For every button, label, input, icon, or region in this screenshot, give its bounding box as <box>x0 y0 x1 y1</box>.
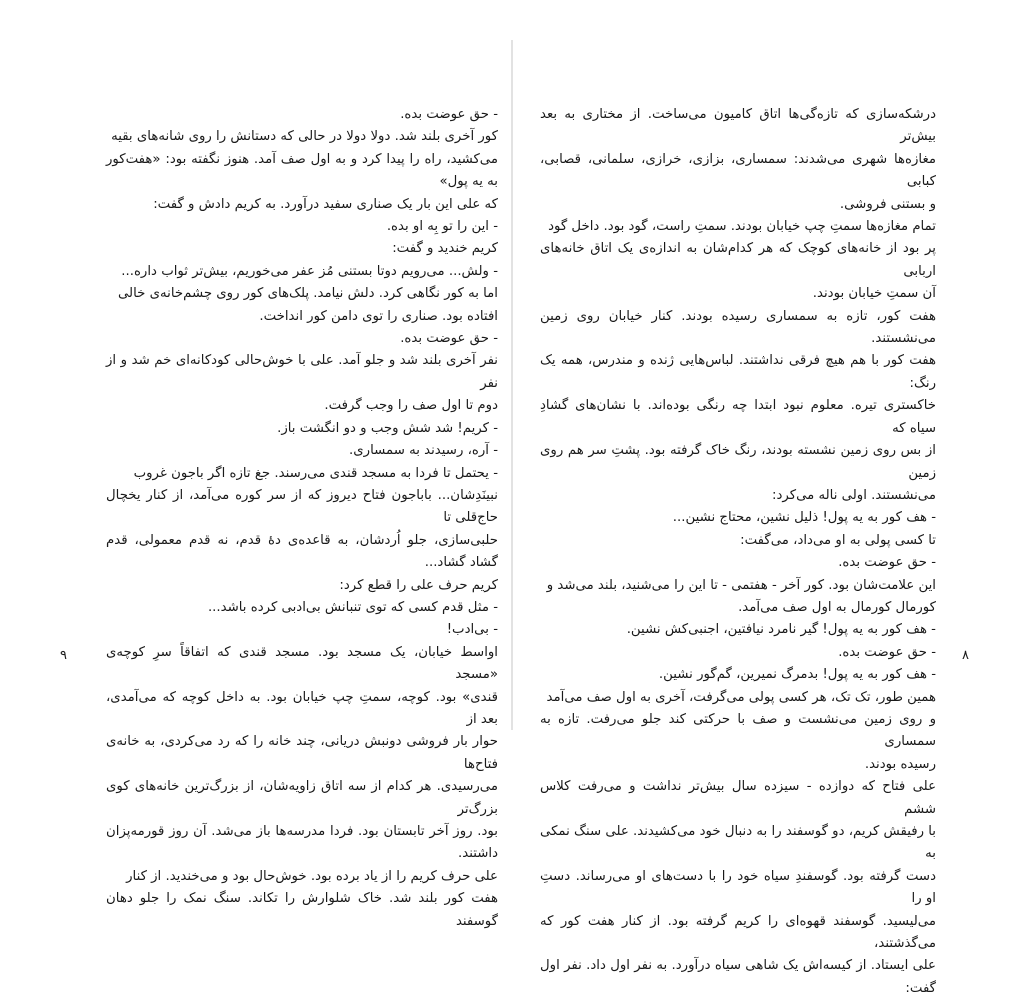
text-line: اواسط خیابان، یک مسجد بود. مسجد قندی که اتفاقاً سرِ کوچه‌ی «مسجد <box>106 644 498 683</box>
text-line: افتاده بود. صناری را توی دامن کور انداخت. <box>259 308 498 324</box>
text-line: - حق عوضت بده. <box>400 107 498 122</box>
text-line: - این را تو بِه او بده. <box>386 219 498 235</box>
text-line: حلبی‌سازی، جلو اُردشان، به قاعده‌ی دهٔ قدم، نه قدم معمولی، قدم گشاد گشاد... <box>106 532 498 571</box>
text-line: خاکستری تیره. معلوم نبود ابتدا چه رنگی بوده‌اند. با نشان‌های گشادِ سیاه که <box>540 398 936 436</box>
text-line: می‌کشید، راه را پیدا کرد و به اول صف آمد. هنوز نگفته بود: «هفت‌کور به یه پول» <box>106 151 498 190</box>
left-page-number: ۹ <box>60 648 67 663</box>
text-line: قندی» بود. کوچه، سمتِ چپ خیابان بود. به داخل کوچه که می‌آمدی، بعد از <box>106 689 498 727</box>
text-line: همین طور، تک تک، هر کسی پولی می‌گرفت، آخری به اول صف می‌آمد <box>546 689 936 705</box>
text-line: دوم تا اول صف را وجب گرفت. <box>324 398 498 414</box>
text-line: درشکه‌سازی که تازه‌گی‌ها اتاق کامیون می‌ساخت. از مختاری به بعد بیش‌تر <box>540 107 936 145</box>
text-line: علی ایستاد. از کیسه‌اش یک شاهی سیاه درآورد. به نفر اول داد. نفر اول گفت: <box>540 958 936 996</box>
text-line: تا کسی پولی به او می‌داد، می‌گفت: <box>740 532 936 548</box>
text-line: و بستنی فروشی. <box>839 196 936 212</box>
text-line: - ولش... می‌رویم دوتا بستنی مُز عفر می‌خوریم، بیش‌تر ثواب داره... <box>121 263 498 279</box>
text-line: کریم حرف علی را قطع کرد: <box>339 577 498 593</box>
text-line: مغازه‌ها شهری می‌شدند: سمساری، بزازی، خرازی، سلمانی، قصابی، کبابی <box>540 151 936 190</box>
text-line: دست گرفته بود. گوسفندِ سیاه خود را با دست‌های او می‌رساند. دستِ او را <box>540 868 936 907</box>
book-gutter <box>511 40 513 730</box>
text-line: با رفیقش کریم، دو گوسفند را به دنبال خود می‌کشیدند. علی سنگ نمکی به <box>540 824 936 862</box>
left-page-text <box>106 104 498 933</box>
text-line: علی حرف کریم را از یاد برده بود. خوش‌حال بود و می‌خندید. از کنار <box>126 868 498 884</box>
text-line: از بس روی زمین نشسته بودند، رنگ خاک گرفته بود. پشتِ سر هم روی زمین <box>540 443 936 481</box>
text-line: - آره، رسیدند به سمساری. <box>349 443 498 459</box>
text-line: رسیده بودند. <box>864 756 936 772</box>
text-line: - هف کور به یه پول! بدمرگ نمیرین، گم‌گور نشین. <box>658 667 936 683</box>
text-line: کور آخری بلند شد. دولا دولا در حالی که دستانش را روی شانه‌های بقیه <box>111 129 498 145</box>
right-page-number: ۸ <box>962 648 969 663</box>
text-line: علی فتاح که دوازده - سیزده سال بیش‌تر نداشت و می‌رفت کلاس ششم <box>540 779 936 817</box>
text-line: تمام مغازه‌ها سمتِ چپ خیابان بودند. سمتِ راست، گود بود. داخل گود <box>548 219 936 235</box>
text-line: - حق عوضت بده. <box>400 331 498 347</box>
text-line: هفت کور با هم هیچ فرقی نداشتند. لباس‌هایی ژنده و مندرس، همه یک رنگ: <box>540 353 936 391</box>
text-line: - هف کور به یه پول! گیر نامرد نیافتین، اجنبی‌کش نشین. <box>626 622 936 638</box>
text-line: - کریم! شد شش وجب و دو انگشت باز. <box>277 420 498 436</box>
text-line: - مثل قدم کسی که توی تنبانش بی‌ادبی کرده باشد... <box>207 599 498 615</box>
text-line: حوار بار فروشی دونبش دریانی، چند خانه را که رد می‌کردی، به خانه‌ی فتاح‌ها <box>106 734 498 772</box>
text-line: - حق عوضت بده. <box>838 644 936 660</box>
text-line: اما به کور نگاهی کرد. دلش نیامد. پلک‌های کور روی چشم‌خانه‌ی خالی <box>117 286 498 302</box>
text-line: می‌رسیدی. هر کدام از سه اتاق زاویه‌شان، از بزرگ‌ترین خانه‌های کوی بزرگ‌تر <box>106 779 498 817</box>
text-line: می‌لیسید. گوسفند قهوه‌ای را کریم گرفته بود. از کنار هفت کور که می‌گذشتند، <box>540 913 936 952</box>
text-line: - حق عوضت بده. <box>838 555 936 571</box>
text-line: نفر آخری بلند شد و جلو آمد. علی با خوش‌حالی کودکانه‌ای خم شد و از نفر <box>106 353 498 391</box>
right-page-text <box>540 104 936 1000</box>
text-line: پر بود از خانه‌های کوچک که هر کدام‌شان به اندازه‌ی یک اتاق خانه‌های اربابی <box>540 241 936 279</box>
text-line: - بی‌ادب! <box>446 622 498 638</box>
text-line: این علامت‌شان بود. کور آخر - هفتمی - تا این را می‌شنید، بلند می‌شد و <box>546 577 936 593</box>
text-line: - یحتمل تا فردا به مسجد قندی می‌رسند. جغ تازه اگر باجون غروب <box>133 465 498 481</box>
text-line: که علی این بار یک صناری سفید درآورد. به کریم دادش و گفت: <box>153 196 498 212</box>
text-line: هفت کور، تازه به سمساری رسیده بودند. کنار خیابان روی زمین می‌نشستند. <box>540 308 936 347</box>
text-line: کریم خندید و گفت: <box>392 241 498 257</box>
text-line: هفت کور بلند شد. خاک شلوارش را تکاند. سنگ نمک را جلو دهان گوسفند <box>106 891 498 929</box>
text-line: کورمال کورمال به اول صف می‌آمد. <box>738 599 936 615</box>
text-line: می‌نشستند. اولی ناله می‌کرد: <box>772 487 936 503</box>
text-line: بود. روز آخر تابستان بود. فردا مدرسه‌ها باز می‌شد. آن روز قورمه‌پزان داشتند. <box>106 824 498 862</box>
text-line: - هف کور به یه پول! ذلیل نشین، محتاج نشین... <box>672 510 936 526</box>
text-line: نبینَدِشان... باباجون فتاح دیروز که از سر کوره می‌آمد، از کنار یخچال حاج‌قلی تا <box>106 487 498 526</box>
text-line: و روی زمین می‌نشست و صف با حرکتی کند جلو می‌رفت. تازه به سمساری <box>540 711 936 750</box>
text-line: آن سمتِ خیابان بودند. <box>812 286 936 302</box>
